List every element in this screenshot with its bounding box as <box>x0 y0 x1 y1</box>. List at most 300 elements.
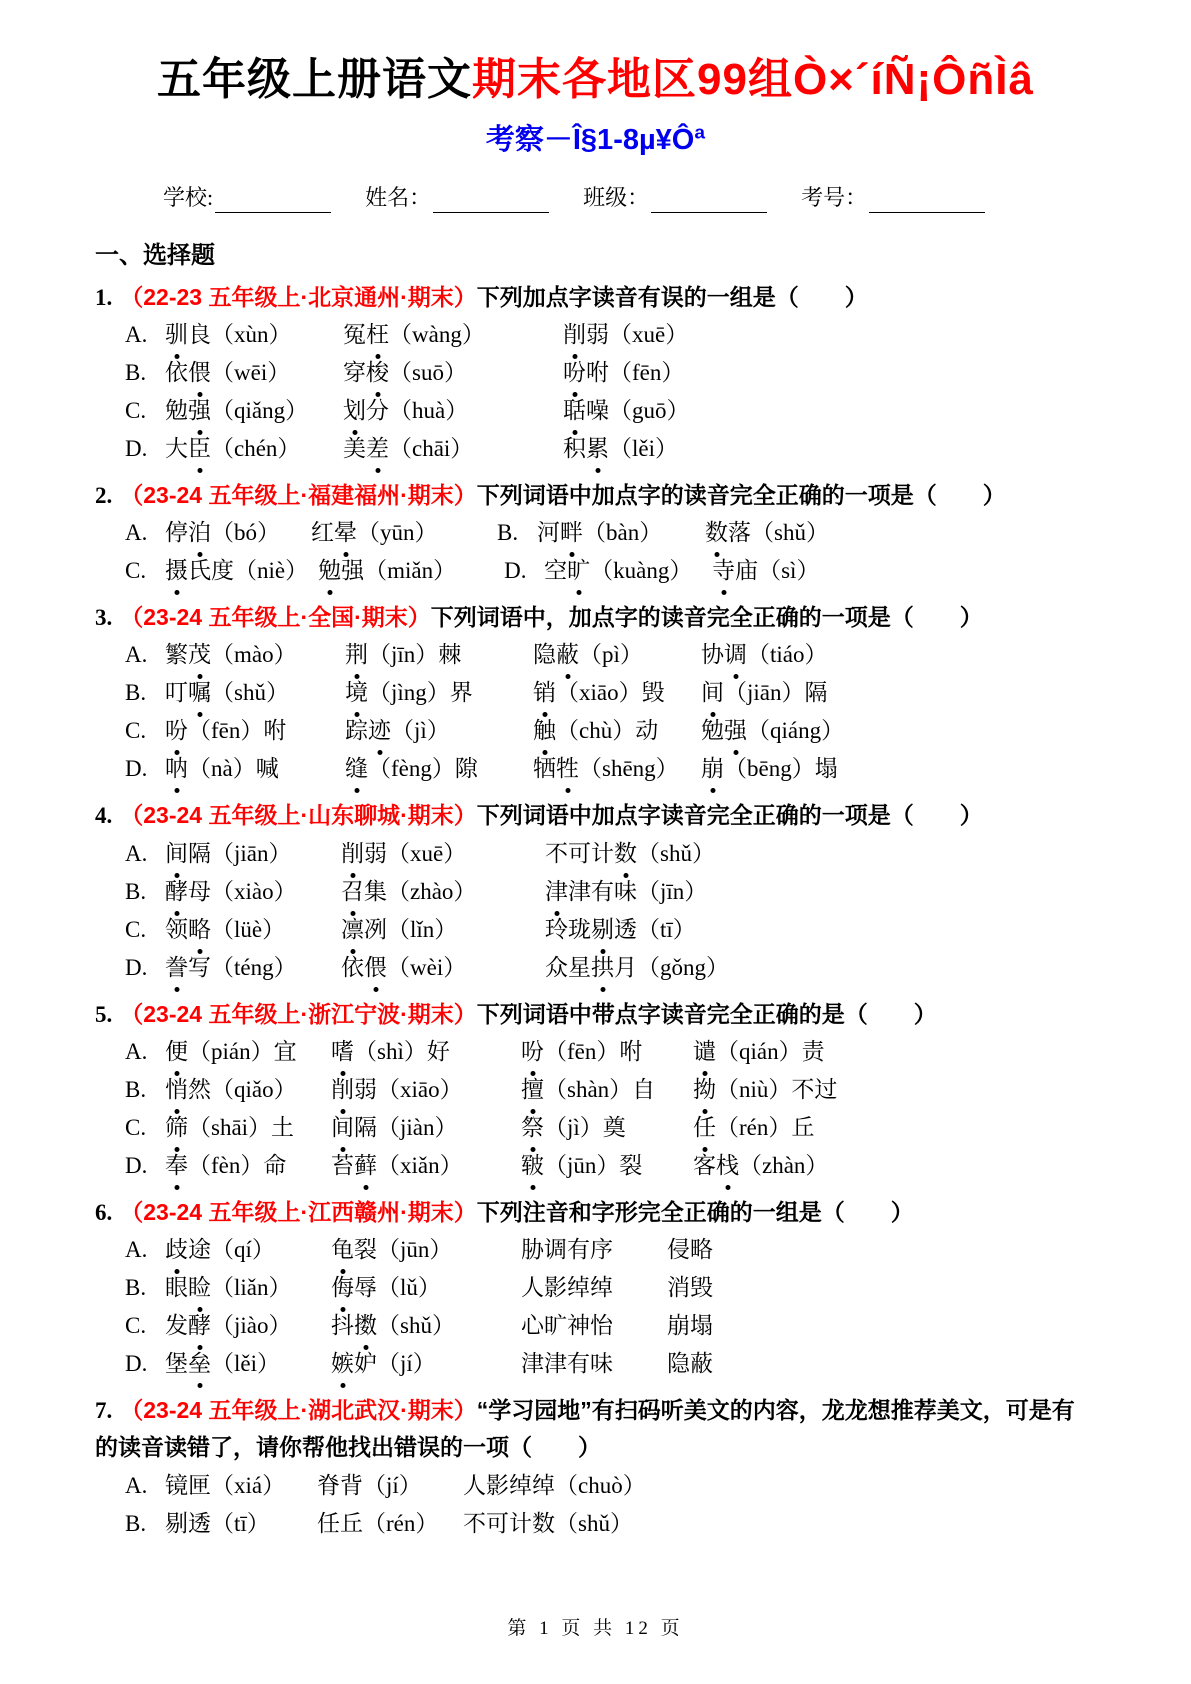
option-text: 境（jìng）界 <box>345 680 473 705</box>
question <box>95 599 1096 788</box>
question-source: （23-24 五年级上·浙江宁波·期末） <box>120 1000 477 1027</box>
option-cell <box>667 1269 723 1307</box>
question-stem: 下列词语中加点字读音完全正确的一项是（ ） <box>476 802 983 829</box>
question-number: 7. <box>95 1398 113 1424</box>
question-number: 2. <box>95 482 113 508</box>
option-label: B. <box>125 359 147 385</box>
dotted-character: 悄 <box>165 1071 188 1109</box>
option-row <box>95 873 1096 911</box>
question-number: 3. <box>95 605 113 631</box>
option-text: 依偎（wēi） <box>165 360 290 385</box>
option-cell <box>343 316 563 354</box>
question-source: （23-24 五年级上·湖北武汉·期末） <box>120 1397 477 1424</box>
option-text: 勉强（miǎn） <box>318 558 456 583</box>
dotted-character: 强 <box>188 392 211 430</box>
option-cell <box>563 430 688 468</box>
option-label: C. <box>125 397 147 423</box>
option-cell <box>125 674 345 712</box>
option-label: B. <box>497 520 519 546</box>
option-cell <box>341 873 545 911</box>
question-source: （23-24 五年级上·山东聊城·期末） <box>120 802 477 829</box>
option-text: 勉强（qiáng） <box>701 718 844 743</box>
blank-line <box>651 186 767 212</box>
option-text: 玲珑剔透（tī） <box>545 917 696 942</box>
option-cell <box>125 1071 331 1109</box>
dotted-character: 迹 <box>368 712 391 750</box>
option-text: 众星拱月（gǒng） <box>545 955 729 980</box>
option-cell <box>125 712 345 750</box>
question-head <box>95 1392 1096 1467</box>
question <box>95 797 1096 986</box>
option-text: 皲（jūn）裂 <box>521 1153 642 1178</box>
option-cell <box>533 636 701 674</box>
dotted-character: 拱 <box>591 949 614 987</box>
option-cell <box>125 392 343 430</box>
option-label: C. <box>125 1114 147 1140</box>
question-head <box>95 1194 1096 1231</box>
option-text: 不可计数（shǔ） <box>463 1510 633 1536</box>
option-text: 凛冽（lǐn） <box>341 917 457 942</box>
option-cell <box>125 1505 317 1543</box>
option-text: 吩咐（fēn） <box>563 360 684 385</box>
dotted-character: 畔 <box>560 514 583 552</box>
option-text: 积累（lěi） <box>563 436 678 461</box>
option-cell <box>705 514 839 552</box>
option-row <box>95 1269 1096 1307</box>
option-label: B. <box>125 878 147 904</box>
question <box>95 1392 1096 1543</box>
dotted-character: 侮 <box>331 1269 354 1307</box>
option-cell <box>331 1231 521 1269</box>
option-row <box>95 1307 1096 1345</box>
option-row <box>95 1109 1096 1147</box>
option-text: 津津有味（jīn） <box>545 879 707 904</box>
dotted-character: 驯 <box>165 316 188 354</box>
dotted-character: 嗜 <box>331 1033 354 1071</box>
option-text: 谴（qián）责 <box>693 1039 825 1064</box>
form-field <box>365 184 549 213</box>
option-cell <box>545 835 725 873</box>
option-cell <box>125 514 311 552</box>
option-cell <box>125 316 343 354</box>
dotted-character: 召 <box>341 873 364 911</box>
option-row <box>95 674 1096 712</box>
option-cell <box>318 552 504 590</box>
option-label: B. <box>125 1076 147 1102</box>
option-cell <box>521 1071 693 1109</box>
dotted-character: 强 <box>724 712 747 750</box>
option-cell <box>533 674 701 712</box>
option-row <box>95 1033 1096 1071</box>
option-text: 牺牲（shēng） <box>533 756 679 781</box>
option-row <box>95 949 1096 987</box>
option-label: B. <box>125 1275 147 1301</box>
option-cell <box>125 636 345 674</box>
option-cell <box>125 1147 331 1185</box>
option-cell <box>125 1231 331 1269</box>
questions <box>95 279 1096 1543</box>
option-cell <box>125 750 345 788</box>
option-cell <box>331 1345 521 1383</box>
option-text: 脊背（jí） <box>317 1472 422 1498</box>
option-text: 人影绰绰 <box>521 1275 613 1301</box>
option-cell <box>317 1505 463 1543</box>
question-stem: 下列词语中加点字的读音完全正确的一项是（ ） <box>476 481 1006 508</box>
option-text: 空旷（kuàng） <box>544 558 692 583</box>
question <box>95 477 1096 590</box>
dotted-character: 晕 <box>334 514 357 552</box>
option-cell <box>563 354 694 392</box>
option-text: 人影绰绰（chuò） <box>463 1472 646 1498</box>
page-number-footer: 第 1 页 共 12 页 <box>507 1618 684 1639</box>
option-cell <box>331 1307 521 1345</box>
dotted-character: 酵 <box>165 873 188 911</box>
option-cell <box>563 316 698 354</box>
option-cell <box>701 636 838 674</box>
option-text: 吩（fēn）咐 <box>165 718 286 743</box>
blank-line <box>215 186 331 212</box>
option-label: C. <box>125 1313 147 1339</box>
option-text: 侵略 <box>667 1237 713 1263</box>
option-cell <box>521 1269 667 1307</box>
option-text: 擅（shàn）自 <box>521 1077 655 1102</box>
option-text: 削弱（xuē） <box>341 841 466 866</box>
title-red-part: 期末各地区99组Ò×´íÑ¡ÔñÌâ <box>472 55 1034 104</box>
option-label: D. <box>125 435 148 461</box>
option-text: 数落（shǔ） <box>705 520 829 545</box>
option-row <box>95 1231 1096 1269</box>
option-cell <box>125 552 318 590</box>
dotted-character: 吩 <box>563 354 586 392</box>
option-label: A. <box>125 321 148 347</box>
question-number: 4. <box>95 803 113 829</box>
option-row <box>95 552 1096 590</box>
dotted-character: 划 <box>343 392 366 430</box>
option-text: 嫉妒（jí） <box>331 1351 436 1376</box>
question <box>95 1194 1096 1383</box>
dotted-character: 栈 <box>716 1147 739 1185</box>
question-head <box>95 797 1096 834</box>
option-text: 召集（zhào） <box>341 879 476 904</box>
option-text: 红晕（yūn） <box>311 520 438 545</box>
option-cell <box>701 712 854 750</box>
option-text: 呐（nà）喊 <box>165 756 279 781</box>
question <box>95 279 1096 468</box>
dotted-character: 擅 <box>521 1071 544 1109</box>
page-title <box>95 52 1096 107</box>
option-cell <box>521 1231 667 1269</box>
option-cell <box>331 1109 521 1147</box>
dotted-character: 境 <box>345 674 368 712</box>
form-field <box>583 184 767 213</box>
option-text: 筛（shāi）土 <box>165 1115 294 1140</box>
option-cell <box>125 430 343 468</box>
option-cell <box>125 835 341 873</box>
dotted-character: 任 <box>693 1109 716 1147</box>
option-text: 吩（fēn）咐 <box>521 1039 642 1064</box>
form-field-label: 学校: <box>163 185 214 210</box>
option-text: 崩（bēng）塌 <box>701 756 838 781</box>
blank-line <box>433 186 549 212</box>
option-cell <box>125 911 341 949</box>
option-cell <box>331 1071 521 1109</box>
option-label: C. <box>125 916 147 942</box>
option-cell <box>343 392 563 430</box>
subtitle: 考察－Î§1-8µ¥Ôª <box>485 124 706 156</box>
option-cell <box>545 911 706 949</box>
dotted-character: 削 <box>563 316 586 354</box>
option-label: B. <box>125 680 147 706</box>
option-text: 任丘（rén） <box>317 1510 439 1536</box>
dotted-character: 削 <box>341 835 364 873</box>
option-text: 踪迹（jì） <box>345 718 450 743</box>
question-head <box>95 477 1096 514</box>
dotted-character: 凛 <box>341 911 364 949</box>
option-text: 津津有味 <box>521 1351 613 1377</box>
option-row <box>95 911 1096 949</box>
question-source: （22-23 五年级上·北京通州·期末） <box>120 283 477 310</box>
section-title: 一、选择题 <box>95 241 215 269</box>
option-cell <box>712 552 829 590</box>
question-stem: “学习园地”有扫码听美文的内容，龙龙想推荐美文，可是有的读音读错了，请你帮他找出错误的一项（ ） <box>95 1397 1075 1461</box>
option-cell <box>667 1345 723 1383</box>
question-stem: 下列词语中，加点字的读音完全正确的一项是（ ） <box>430 604 983 631</box>
option-text: 消毁 <box>667 1275 713 1301</box>
question-source: （23-24 五年级上·江西赣州·期末） <box>120 1198 477 1225</box>
option-cell <box>693 1109 824 1147</box>
form-field-label: 姓名： <box>365 185 432 210</box>
option-text: 驯良（xùn） <box>165 322 292 347</box>
option-cell <box>693 1033 835 1071</box>
dotted-character: 拗 <box>693 1071 716 1109</box>
option-text: 触（chù）动 <box>533 718 658 743</box>
dotted-character: 间 <box>331 1109 354 1147</box>
dotted-character: 枉 <box>366 316 389 354</box>
dotted-character: 嘱 <box>188 674 211 712</box>
option-text: 冤枉（wàng） <box>343 322 485 347</box>
option-row <box>95 354 1096 392</box>
option-row <box>95 514 1096 552</box>
option-text: 削弱（xiāo） <box>331 1077 463 1102</box>
option-cell <box>463 1467 656 1505</box>
option-text: 河畔（bàn） <box>537 520 662 545</box>
option-text: 摄氏度（niè） <box>165 558 308 583</box>
option-cell <box>521 1345 667 1383</box>
dotted-character: 奉 <box>165 1147 188 1185</box>
option-row <box>95 1147 1096 1185</box>
option-text: 划分（huà） <box>343 398 468 423</box>
dotted-character: 酵 <box>188 1307 211 1345</box>
option-text: 抖擞（shǔ） <box>331 1313 455 1338</box>
option-cell <box>341 911 545 949</box>
option-cell <box>125 1345 331 1383</box>
option-text: 酵母（xiào） <box>165 879 297 904</box>
option-row <box>95 636 1096 674</box>
dotted-character: 津 <box>545 873 568 911</box>
option-text: 不可计数（shǔ） <box>545 841 715 866</box>
option-text: 誊写（téng） <box>165 955 297 980</box>
form-field <box>801 184 985 213</box>
option-text: 发酵（jiào） <box>165 1313 292 1338</box>
option-cell <box>504 552 712 590</box>
option-cell <box>331 1147 521 1185</box>
option-cell <box>343 354 563 392</box>
dotted-character: 摄 <box>165 552 188 590</box>
dotted-character: 吩 <box>165 712 188 750</box>
option-text: 歧途（qí） <box>165 1237 275 1262</box>
option-text: 拗（niù）不过 <box>693 1077 837 1102</box>
option-row <box>95 392 1096 430</box>
dotted-character: 梭 <box>366 354 389 392</box>
dotted-character: 祭 <box>521 1109 544 1147</box>
option-label: A. <box>125 1472 148 1498</box>
dotted-character: 累 <box>586 430 609 468</box>
option-label: A. <box>125 840 148 866</box>
option-text: 悄然（qiǎo） <box>165 1077 297 1102</box>
option-cell <box>311 514 497 552</box>
option-text: 销（xiāo）毁 <box>533 680 665 705</box>
option-row <box>95 430 1096 468</box>
option-label: B. <box>125 1510 147 1536</box>
option-cell <box>345 750 533 788</box>
question-head <box>95 996 1096 1033</box>
option-text: 削弱（xuē） <box>563 322 688 347</box>
question-stem: 下列加点字读音有误的一组是（ ） <box>476 283 868 310</box>
option-cell <box>667 1231 723 1269</box>
option-cell <box>701 674 838 712</box>
option-row <box>95 1071 1096 1109</box>
option-cell <box>125 873 341 911</box>
option-text: 间隔（jiān） <box>165 841 292 866</box>
option-cell <box>533 750 701 788</box>
question <box>95 996 1096 1185</box>
option-cell <box>521 1307 667 1345</box>
option-cell <box>533 712 701 750</box>
option-cell <box>125 1269 331 1307</box>
dotted-character: 皲 <box>521 1147 544 1185</box>
option-text: 间隔（jiàn） <box>331 1115 458 1140</box>
dotted-character: 誊 <box>165 949 188 987</box>
question-head <box>95 279 1096 316</box>
option-cell <box>545 873 717 911</box>
dotted-character: 茂 <box>188 636 211 674</box>
option-label: A. <box>125 642 148 668</box>
option-text: 协调（tiáo） <box>701 642 828 667</box>
option-cell <box>693 1071 847 1109</box>
question-number: 1. <box>95 284 113 310</box>
question-source: （23-24 五年级上·福建福州·期末） <box>120 481 477 508</box>
dotted-character: 间 <box>701 674 724 712</box>
option-label: C. <box>125 718 147 744</box>
title-black-part: 五年级上册语文 <box>157 55 473 104</box>
option-text: 堡垒（lěi） <box>165 1351 280 1376</box>
option-text: 任（rén）丘 <box>693 1115 814 1140</box>
dotted-character: 吩 <box>521 1033 544 1071</box>
option-cell <box>341 949 545 987</box>
option-text: 隐蔽（pì） <box>533 642 643 667</box>
dotted-character: 旷 <box>567 552 590 590</box>
dotted-character: 便 <box>165 1033 188 1071</box>
question-number: 5. <box>95 1001 113 1027</box>
form-field-label: 班级： <box>583 185 650 210</box>
dotted-character: 牲 <box>556 750 579 788</box>
option-cell <box>125 1033 331 1071</box>
question-number: 6. <box>95 1199 113 1225</box>
option-text: 龟裂（jūn） <box>331 1237 452 1262</box>
option-text: 聒噪（guō） <box>563 398 690 423</box>
dotted-character: 臣 <box>188 430 211 468</box>
option-text: 缝（fèng）隙 <box>345 756 478 781</box>
option-text: 便（pián）宜 <box>165 1039 297 1064</box>
option-row <box>95 1345 1096 1383</box>
dotted-character: 偎 <box>364 949 387 987</box>
option-text: 穿梭（suō） <box>343 360 467 385</box>
option-cell <box>125 1467 317 1505</box>
option-text: 祭（jì）奠 <box>521 1115 626 1140</box>
option-cell <box>497 514 705 552</box>
option-text: 叮嘱（shǔ） <box>165 680 289 705</box>
question-stem: 下列词语中带点字读音完全正确的是（ ） <box>476 1000 937 1027</box>
dotted-character: 睑 <box>188 1269 211 1307</box>
option-cell <box>345 674 533 712</box>
dotted-character: 数 <box>614 835 637 873</box>
dotted-character: 触 <box>533 712 556 750</box>
option-text: 镜匣（xiá） <box>165 1472 286 1498</box>
dotted-character: 间 <box>165 835 188 873</box>
dotted-character: 垒 <box>188 1345 211 1383</box>
dotted-character: 数 <box>705 514 728 552</box>
option-cell <box>563 392 700 430</box>
option-label: D. <box>125 954 148 980</box>
option-row <box>95 835 1096 873</box>
option-cell <box>667 1307 723 1345</box>
dotted-character: 蔽 <box>556 636 579 674</box>
dotted-character: 龟 <box>331 1231 354 1269</box>
option-text: 隐蔽 <box>667 1351 713 1377</box>
question-head <box>95 599 1096 636</box>
blank-line <box>869 186 985 212</box>
option-cell <box>345 636 533 674</box>
dotted-character: 剔 <box>591 911 614 949</box>
option-row <box>95 712 1096 750</box>
option-cell <box>125 354 343 392</box>
option-text: 停泊（bó） <box>165 520 280 545</box>
option-cell <box>693 1147 838 1185</box>
option-text: 心旷神怡 <box>521 1313 613 1339</box>
option-label: D. <box>125 1152 148 1178</box>
question-stem: 下列注音和字形完全正确的一组是（ ） <box>476 1198 914 1225</box>
option-text: 嗜（shì）好 <box>331 1039 450 1064</box>
option-cell <box>463 1505 643 1543</box>
option-label: A. <box>125 1237 148 1263</box>
option-label: D. <box>125 756 148 782</box>
form-field-label: 考号： <box>801 185 868 210</box>
option-cell <box>331 1033 521 1071</box>
option-text: 奉（fèn）命 <box>165 1153 286 1178</box>
dotted-character: 偎 <box>188 354 211 392</box>
option-text: 美差（chāi） <box>343 436 473 461</box>
option-cell <box>345 712 533 750</box>
option-text: 崩塌 <box>667 1313 713 1339</box>
dotted-character: 筛 <box>165 1109 188 1147</box>
option-cell <box>521 1033 693 1071</box>
option-cell <box>125 949 341 987</box>
option-text: 剔透（tī） <box>165 1510 270 1536</box>
dotted-character: 削 <box>331 1071 354 1109</box>
option-label: D. <box>504 558 527 584</box>
dotted-character: 寺 <box>712 552 735 590</box>
dotted-character: 销 <box>533 674 556 712</box>
